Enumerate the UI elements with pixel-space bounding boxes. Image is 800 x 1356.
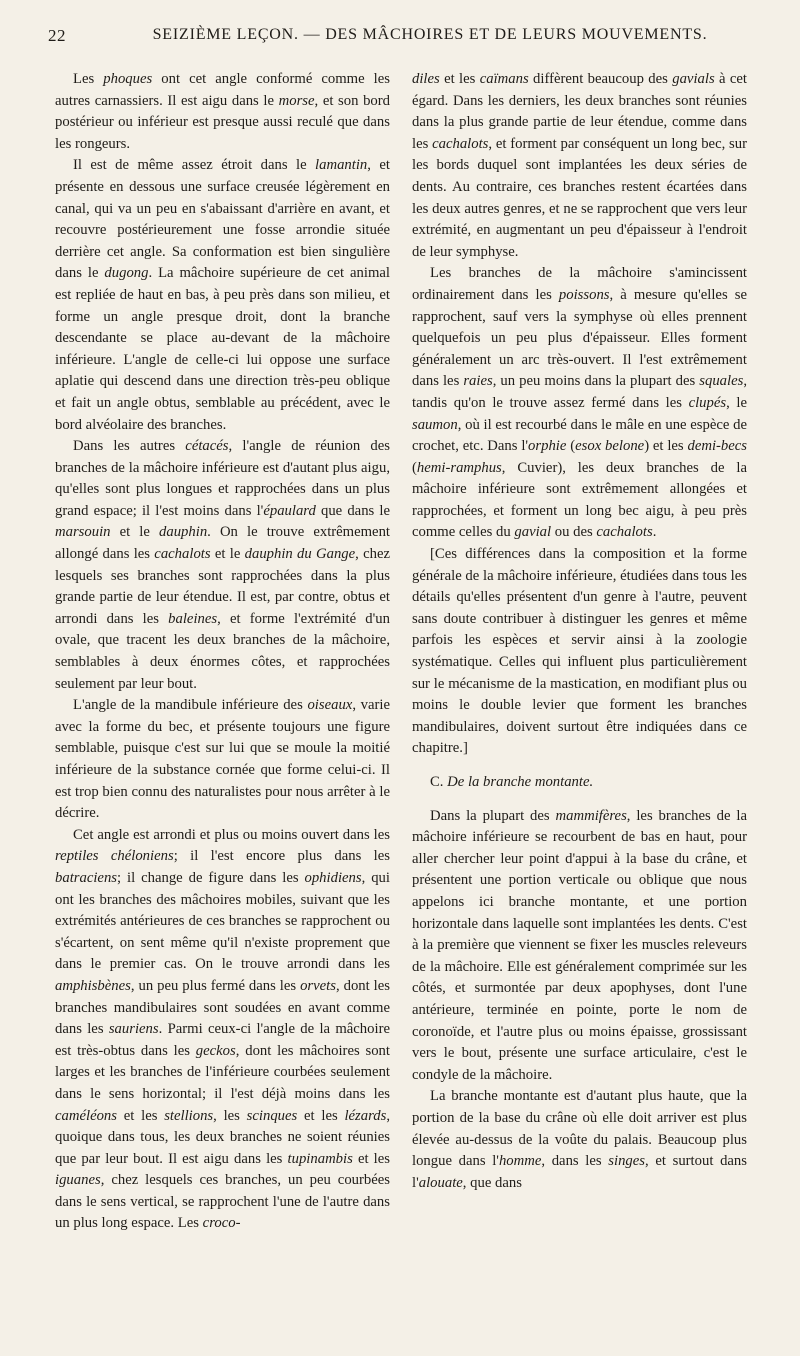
paragraph: Cet angle est arrondi et plus ou moins ouvert dans les reptiles chéloniens; il l'est encore plus dans les batraciens; il change de figure dans les ophidiens, qui ont les branches des mâchoires mobiles, suivant que les extrémités antérieures de ces branches se rapprochent ou s'écartent, on sent même qu'il n'existe proprement que dans le premier cas. On le trouve arrondi dans les amphisbènes, un peu plus fermé dans les orvets, dont les branches mandibulaires sont soudées en avant comme dans les sauriens. Parmi ceux-ci l'angle de la mâchoire est très-obtus dans les geckos, dont les mâchoires sont larges et les branches de l'inférieure courbées seulement dans le sens horizontal; il l'est déjà moins dans les caméléons et les stellions, les scinques et les lézards, quoique dans tous, les deux branches ne soient réunies que par leur bout. Il est aigu dans les tupinambis et les iguanes, chez lesquels ces branches, un peu courbées dans le sens vertical, se rapprochent l'une de l'autre dans un plus long espace. Les croco- [55, 826, 390, 1232]
paragraph: Il est de même assez étroit dans le lamantin, et présente en dessous une surface creusée légèrement en canal, qui va un peu en s'abaissant d'arrière en avant, et recouvre postérieurement une fosse arrondie située derrière cet angle. Sa conformation est bien singulière dans le dugong. La mâchoire supérieure de cet animal est repliée de haut en bas, à peu près dans son milieu, et forme un angle presque droit, dont la branche descendante se place au-devant de la mâchoire inférieure. L'angle de celle-ci lui oppose une surface aplatie qui descend dans une direction très-peu oblique et fait un angle obtus, semblable au précédent, avec le bord alvéolaire des branches. [55, 157, 391, 433]
paragraph: La branche montante est d'autant plus haute, que la portion de la base du crâne où elle doit arriver est plus élevée au-dessus de la voûte du palais. Beaucoup plus longue dans l'homme, dans les singes, et surtout dans l'alouate, que dans [412, 1088, 747, 1191]
left-text-column [55, 69, 390, 1235]
paragraph: diles et les caïmans diffèrent beaucoup des gavials à cet égard. Dans les derniers, les deux branches sont réunies dans la plus grande partie de leur étendue, comme dans les cachalots, et forment par conséquent un long bec, sur les bords duquel sont implantées les deux séries de dents. Au contraire, ces branches restent écartées dans les deux autres genres, et ne se rapprochent que vers leur extrémité, en augmentant un peu d'épaisseur à l'endroit de leur symphyse. [412, 71, 748, 260]
paragraph: Les branches de la mâchoire s'amincissent ordinairement dans les poissons, à mesure qu'elles se rapprochent, sauf vers la symphyse où elles prennent quelquefois un peu plus d'épaisseur. Elles forment généralement un arc très-ouvert. Il l'est extrêmement dans les raies, un peu moins dans la plupart des squales, tandis qu'on le trouve assez fermé dans les clupés, le saumon, où il est recourbé dans le mâle en une espèce de crochet, etc. Dans l'orphie (esox belone) et les demi-becs (hemi-ramphus, Cuvier), les deux branches de la mâchoire inférieure sont extrêmement allongées et rapprochées, et forment un long bec aigu, à peu près comme celles du gavial ou des cachalots. [412, 265, 748, 541]
page-number: 22 [48, 26, 66, 45]
right-text-column [412, 69, 747, 1194]
paragraph: L'angle de la mandibule inférieure des oiseaux, varie avec la forme du bec, et présente toujours une figure semblable, puisque c'est sur lui que se moule la moitié inférieure de la substance cornée que forme celui-ci. Il est trop bien connu des naturalistes pour nous arrêter à le décrire. [55, 697, 391, 822]
paragraph: Les phoques ont cet angle conformé comme les autres carnassiers. Il est aigu dans le morse, et son bord postérieur ou inférieur est presque aussi reculé que dans les rongeurs. [55, 71, 390, 152]
paragraph: [Ces différences dans la composition et la forme générale de la mâchoire inférieure, étudiées dans tous les détails qu'elles présentent d'un genre à l'autre, peuvent sans doute contribuer à distinguer les genres et même parfois les espèces et servir ainsi à la zoologie systématique. Celles qui influent plus particulièrement sur le mécanisme de la mastication, en modifiant plus ou moins le double levier que forment les branches mandibulaires, doivent surtout être indiquées dans ce chapitre.] [412, 546, 747, 757]
section-heading: C. De la branche montante. [430, 774, 594, 790]
paragraph: Dans les autres cétacés, l'angle de réunion des branches de la mâchoire inférieure est d'autant plus aigu, qu'elles sont plus longues et rapprochées dans un plus grand espace; il l'est moins dans l'épaulard que dans le marsouin et le dauphin. On le trouve extrêmement allongé dans les cachalots et le dauphin du Gange, chez lesquels ses branches sont rapprochées dans la plus grande partie de leur étendue. Il est, par contre, obtus et arrondi dans les baleines, et forme l'extrémité d'un ovale, que tracent les deux branches de la mâchoire, semblables à deux énormes côtes, et rapprochées seulement par leur bout. [55, 438, 391, 692]
paragraph: Dans la plupart des mammifères, les branches de la mâchoire inférieure se recourbent de bas en haut, pour aller chercher leur point d'appui à la base du crâne, et présentent une portion verticale ou oblique que nous appelons ici branche montante, et une portion horizontale dans laquelle sont implantées les dents. C'est à la première que viennent se fixer les muscles releveurs de la mâchoire. Elle est généralement comprimée sur les côtés, et surmontée par deux apophyses, dont l'une antérieure, terminée en pointe, porte le nom de coronoïde, et l'autre plus ou moins épaisse, grossissant vers le bout, présente une surface articulaire, c'est le condyle de la mâchoire. [412, 807, 747, 1083]
running-head: SEIZIÈME LEÇON. — DES MÂCHOIRES ET DE LEURS MOUVEMENTS. [152, 26, 708, 43]
page-header [48, 26, 760, 54]
